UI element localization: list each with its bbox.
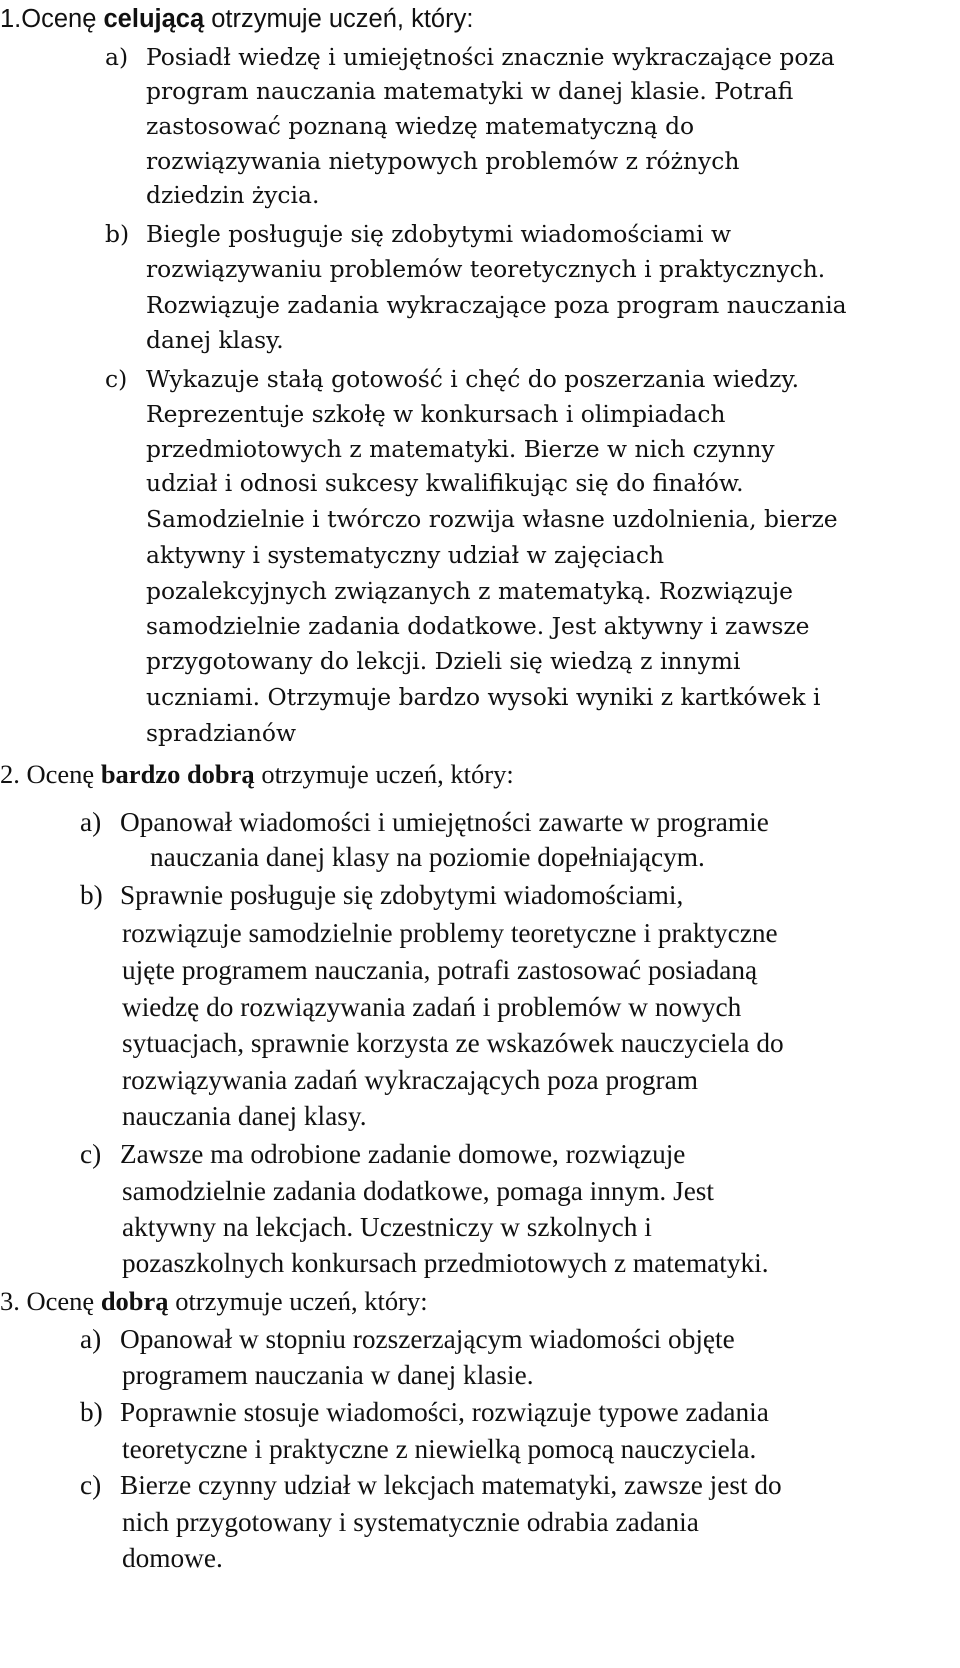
item-text-line: udział i odnosi sukcesy kwalifikując się do finałów. <box>146 469 744 497</box>
item-text-line: Poprawnie stosuje wiadomości, rozwiązuje typowe zadania <box>120 1397 769 1427</box>
item-text-line: sytuacjach, sprawnie korzysta ze wskazówek nauczyciela do <box>122 1028 784 1058</box>
item-text-line: uczniami. Otrzymuje bardzo wysoki wyniki z kartkówek i <box>146 683 821 711</box>
item-text-line: samodzielnie zadania dodatkowe, pomaga innym. Jest <box>122 1176 715 1206</box>
item-letter: c) <box>80 1139 102 1169</box>
item-text-line: aktywny na lekcjach. Uczestniczy w szkolnych i <box>122 1212 652 1242</box>
item-text-line: rozwiązywania zadań wykraczających poza program <box>122 1065 698 1095</box>
item-text-line: Reprezentuje szkołę w konkursach i olimpiadach <box>146 400 726 428</box>
item-text-line: Wykazuje stałą gotowość i chęć do poszerzania wiedzy. <box>146 365 800 393</box>
item-letter: a) <box>80 1324 102 1354</box>
item-text-line: program nauczania matematyki w danej klasie. Potrafi <box>146 77 794 105</box>
heading-intro: Ocenę <box>26 759 101 789</box>
item-text-line: przedmiotowych z matematyki. Bierze w nich czynny <box>146 435 775 463</box>
section-heading <box>0 2 473 36</box>
grade-name: bardzo dobrą <box>100 759 255 789</box>
item-text-line: domowe. <box>122 1543 223 1573</box>
item-text-line: Sprawnie posługuje się zdobytymi wiadomościami, <box>120 880 684 910</box>
section-heading <box>0 757 514 791</box>
item-text-line: programem nauczania w danej klasie. <box>122 1360 534 1390</box>
section-number: 2. <box>0 759 20 789</box>
item-text-line: Rozwiązuje zadania wykraczające poza program nauczania <box>146 291 847 319</box>
item-text-line: teoretyczne i praktyczne z niewielką pomocą nauczyciela. <box>122 1434 757 1464</box>
item-text-line: nauczania danej klasy na poziomie dopełniającym. <box>150 842 705 872</box>
item-text-line: samodzielnie zadania dodatkowe. Jest aktywny i zawsze <box>146 612 810 640</box>
item-letter: b) <box>80 880 103 910</box>
heading-intro: Ocenę <box>21 5 104 33</box>
section-number: 1. <box>0 5 22 33</box>
grade-name: celującą <box>103 5 205 33</box>
item-text-line: ujęte programem nauczania, potrafi zastosować posiadaną <box>122 955 758 985</box>
item-letter: b) <box>80 1397 103 1427</box>
item-text-line: Bierze czynny udział w lekcjach matematyki, zawsze jest do <box>120 1470 782 1500</box>
item-letter: a) <box>80 807 102 837</box>
item-text-line: Biegle posługuje się zdobytymi wiadomościami w <box>146 220 731 248</box>
item-letter: b) <box>105 220 130 248</box>
item-text-line: Zawsze ma odrobione zadanie domowe, rozwiązuje <box>120 1139 686 1169</box>
grade-name: dobrą <box>100 1286 169 1316</box>
item-text-line: przygotowany do lekcji. Dzieli się wiedzą z innymi <box>146 647 741 675</box>
item-letter: a) <box>105 43 129 71</box>
item-text-line: Posiadł wiedzę i umiejętności znacznie wykraczające poza <box>146 43 835 71</box>
item-text-line: dziedzin życia. <box>146 181 320 209</box>
heading-outro: otrzymuje uczeń, który: <box>168 1286 428 1316</box>
item-text-line: rozwiązuje samodzielnie problemy teoretyczne i praktyczne <box>122 918 778 948</box>
item-text-line: pozaszkolnych konkursach przedmiotowych z matematyki. <box>122 1248 769 1278</box>
item-text-line: aktywny i systematyczny udział w zajęciach <box>146 541 665 569</box>
item-text-line: zastosować poznaną wiedzę matematyczną do <box>146 112 695 140</box>
item-text-line: wiedzę do rozwiązywania zadań i problemów w nowych <box>122 992 742 1022</box>
section-number: 3. <box>0 1286 20 1316</box>
item-text-line: Opanował wiadomości i umiejętności zawarte w programie <box>120 807 769 837</box>
item-text-line: rozwiązywania nietypowych problemów z różnych <box>146 147 740 175</box>
item-text-line: rozwiązywaniu problemów teoretycznych i praktycznych. <box>146 255 826 283</box>
item-text-line: pozalekcyjnych związanych z matematyką. Rozwiązuje <box>146 577 793 605</box>
heading-outro: otrzymuje uczeń, który: <box>254 759 514 789</box>
item-text-line: Samodzielnie i twórczo rozwija własne uzdolnienia, bierze <box>146 505 838 533</box>
item-text-line: Opanował w stopniu rozszerzającym wiadomości objęte <box>120 1324 735 1354</box>
section-heading <box>0 1284 428 1318</box>
heading-intro: Ocenę <box>26 1286 101 1316</box>
item-text-line: nich przygotowany i systematycznie odrabia zadania <box>122 1507 699 1537</box>
item-letter: c) <box>105 365 128 393</box>
heading-outro: otrzymuje uczeń, który: <box>204 5 474 33</box>
item-text-line: nauczania danej klasy. <box>122 1101 367 1131</box>
item-text-line: danej klasy. <box>146 326 284 354</box>
item-text-line: spradzianów <box>146 719 296 747</box>
item-letter: c) <box>80 1470 102 1500</box>
